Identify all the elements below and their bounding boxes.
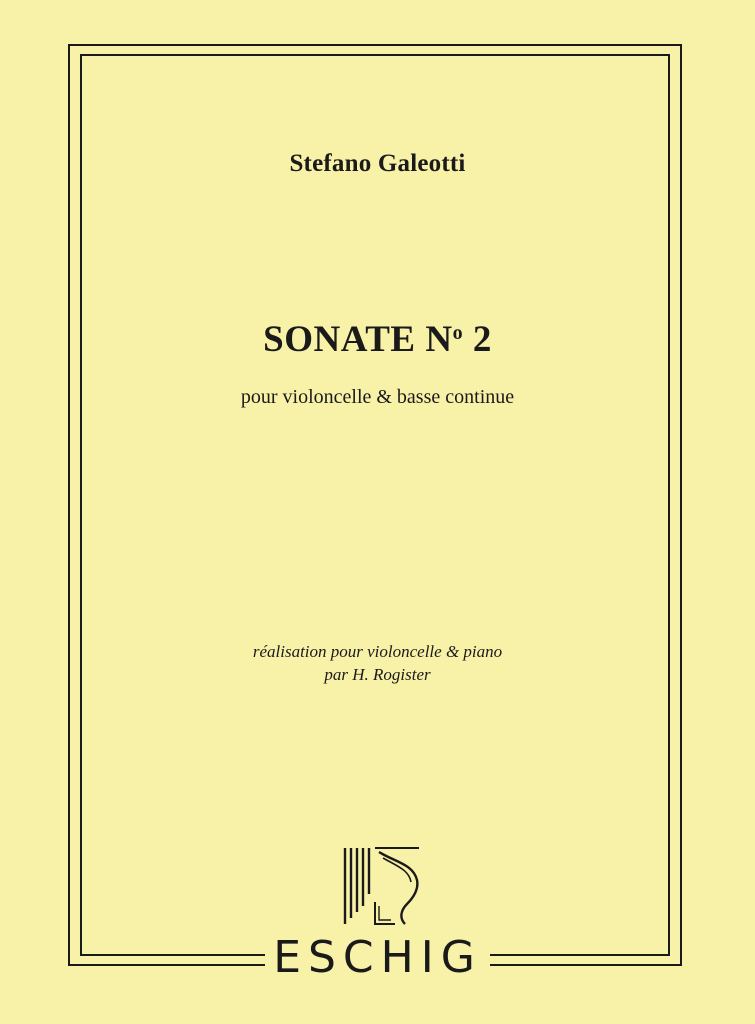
work-title xyxy=(0,318,755,361)
title-main: SONATE N xyxy=(263,319,453,360)
composer-name: Stefano Galeotti xyxy=(289,150,466,177)
instrumentation-subtitle: pour violoncelle & basse continue xyxy=(240,386,515,408)
title-superscript: o xyxy=(452,322,464,344)
publisher-name xyxy=(0,928,755,988)
realisation-credit xyxy=(0,640,755,686)
publisher-label: ESCHIG xyxy=(265,932,490,983)
cover-frame-inner xyxy=(80,54,670,956)
realisation-line-2: par H. Rogister xyxy=(324,665,431,684)
harp-logo-icon xyxy=(335,842,425,926)
realisation-line-1: réalisation pour violoncelle & piano xyxy=(252,642,503,661)
title-number: 2 xyxy=(463,319,492,360)
